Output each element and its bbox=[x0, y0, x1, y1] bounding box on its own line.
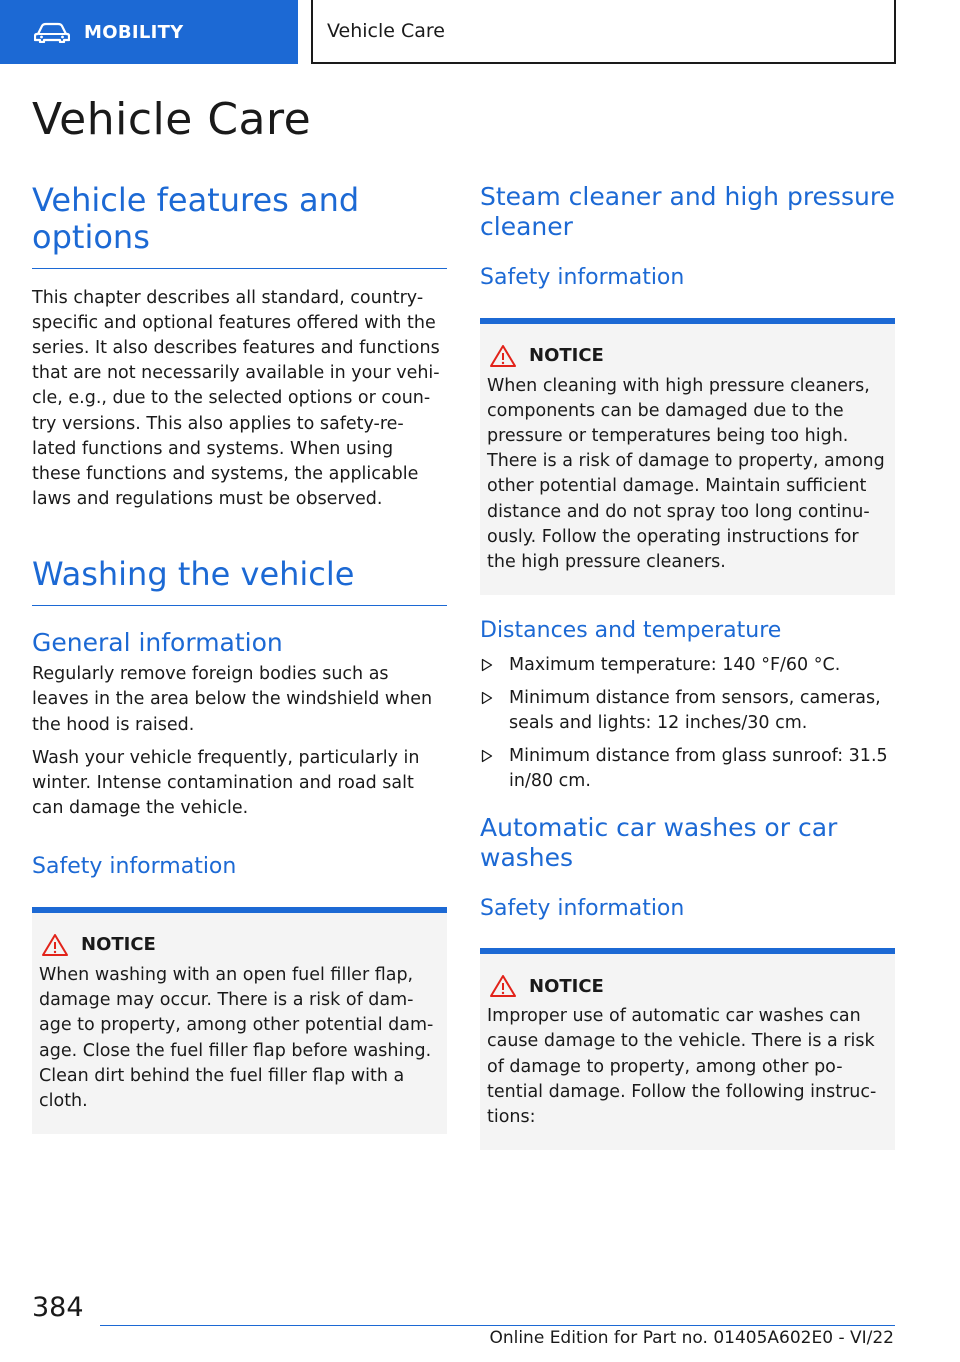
chapter-text: This chapter describes all standard, country-specific and optional features offered with the series. It also describes features and functions that are not necessarily available in your vehi-cle, e.g., due to the selected options or coun-try versions. This also applies to safety-re-lated functions and systems. When using these functions and systems, the applicable laws and regulations must be observed. bbox=[32, 287, 440, 510]
chapter-heading: Vehicle features and options bbox=[32, 182, 447, 269]
notice-label: NOTICE bbox=[529, 345, 604, 366]
general-information-heading: General information bbox=[32, 628, 283, 658]
warning-triangle-icon bbox=[41, 933, 69, 957]
general-paragraph-2: Wash your vehicle frequently, particularly in winter. Intense contamination and road salt can damage the vehicle. bbox=[32, 747, 420, 819]
notice-label: NOTICE bbox=[529, 975, 604, 997]
notice-header bbox=[39, 933, 439, 957]
washing-heading: Washing the vehicle bbox=[32, 556, 447, 606]
automatic-car-washes-heading: Automatic car washes or car washes bbox=[480, 812, 838, 872]
section-label: Vehicle Care bbox=[327, 20, 445, 42]
bullet-triangle-icon bbox=[481, 691, 493, 705]
safety-information-heading: Safety information bbox=[32, 854, 237, 880]
safety-information-heading: Safety information bbox=[480, 265, 685, 290]
notice-box bbox=[480, 948, 895, 1150]
car-icon bbox=[34, 21, 70, 43]
distances-list bbox=[480, 653, 895, 795]
right-column bbox=[480, 182, 895, 1150]
page-number: 384 bbox=[32, 1292, 84, 1323]
list-item-text: Minimum distance from sensors, cameras, seals and lights: 12 inches/30 cm. bbox=[509, 687, 881, 734]
notice-text: When washing with an open fuel filler flap, damage may occur. There is a risk of dam-age to property, among other potential dam-age. Close the fuel filler flap before washing. Clean dirt behind the fuel filler flap with a cloth. bbox=[39, 964, 434, 1111]
footer-divider bbox=[100, 1325, 895, 1326]
list-item-text: Minimum distance from glass sunroof: 31.5 in/80 cm. bbox=[509, 746, 888, 792]
list-item bbox=[480, 653, 895, 678]
list-item-text: Maximum temperature: 140 °F/60 °C. bbox=[509, 654, 841, 675]
notice-header bbox=[487, 344, 887, 368]
left-column bbox=[32, 182, 447, 1134]
warning-triangle-icon bbox=[489, 344, 517, 368]
edition-text: Online Edition for Part no. 01405A602E0 - VI/22 bbox=[489, 1328, 894, 1348]
general-paragraph-1: Regularly remove foreign bodies such as leaves in the area below the windshield when the hood is raised. bbox=[32, 664, 433, 735]
section-tab[interactable] bbox=[311, 0, 896, 64]
notice-box bbox=[32, 907, 447, 1134]
notice-box bbox=[480, 318, 895, 596]
notice-header bbox=[487, 974, 887, 998]
bullet-triangle-icon bbox=[481, 749, 493, 763]
mobility-tab[interactable] bbox=[0, 0, 298, 64]
page-title: Vehicle Care bbox=[32, 94, 312, 145]
notice-text: Improper use of automatic car washes can cause damage to the vehicle. There is a risk of damage to property, among other po-tential damage. Follow the following instruc-tions: bbox=[487, 1006, 877, 1127]
distances-temperature-heading: Distances and temperature bbox=[480, 618, 782, 644]
list-item bbox=[480, 744, 895, 794]
mobility-label: MOBILITY bbox=[84, 21, 184, 43]
safety-information-heading: Safety information bbox=[480, 895, 685, 921]
notice-label: NOTICE bbox=[81, 934, 156, 956]
warning-triangle-icon bbox=[489, 974, 517, 998]
steam-cleaner-heading: Steam cleaner and high pressure cleaner bbox=[480, 182, 895, 241]
notice-text: When cleaning with high pressure cleaners, components can be damaged due to the pressure or temperatures being too high. There is a risk of damage to property, among other potential damage. Maintain sufficient distance and do not spray too long continu-ously. Follow the operating instructions for the high pressure cleaners. bbox=[487, 375, 885, 572]
bullet-triangle-icon bbox=[481, 658, 493, 672]
list-item bbox=[480, 686, 895, 736]
